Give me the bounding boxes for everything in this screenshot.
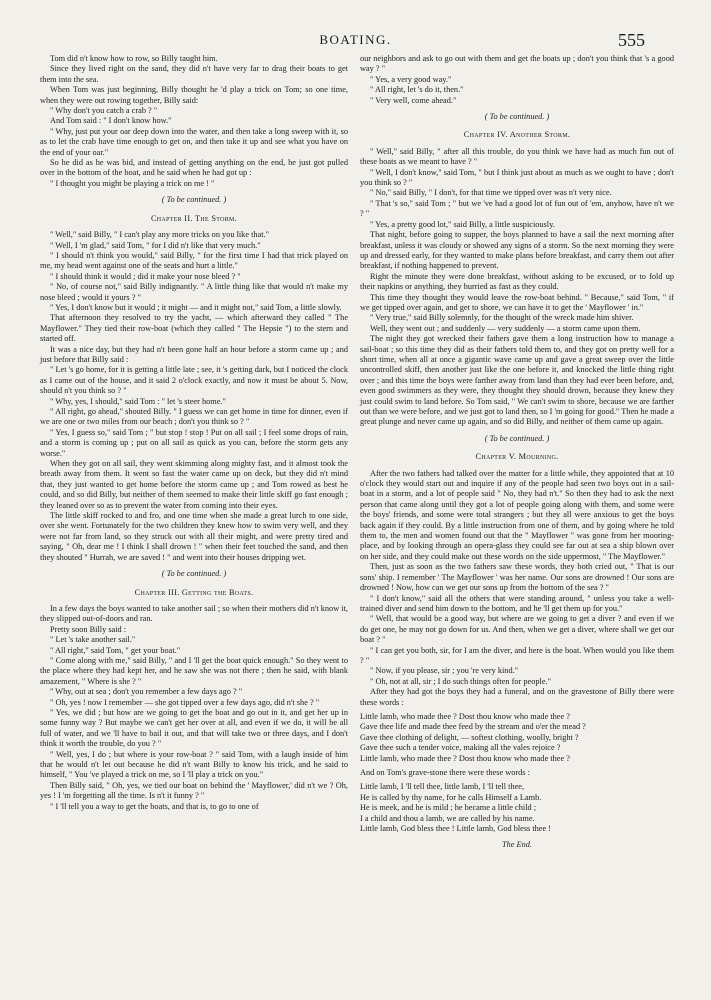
to-be-continued: ( To be continued. ) xyxy=(484,433,550,443)
gravestone-verse-billy xyxy=(360,712,674,764)
paragraph: " Well, I don't know," said Tom, " but I think just about as much as we ought to have ; don't you think so ? " xyxy=(360,167,674,188)
paragraph: " Let 's take another sail." xyxy=(50,635,136,645)
paragraph: " I can get you both, sir, for I am the diver, and here is the boat. When would you like them ? " xyxy=(360,645,674,665)
paragraph: " Very well, come ahead." xyxy=(370,95,457,105)
paragraph: Then Billy said, " Oh, yes, we tied our boat on behind the ' Mayflower,' did n't we ? Oh, yes ! I 'm forgetting all the time. Is n't it funny ? " xyxy=(40,780,348,801)
paragraph: " I don't know," said all the others that were standing around, " unless you take a well-trained diver and send him down to the bottom, and he 'll get them up for you." xyxy=(360,593,674,613)
paragraph: " Well," said Billy, " after all this trouble, do you think we have had as much fun out of these boats as we meant to have ? " xyxy=(360,146,674,167)
paragraph: This time they thought they would leave the row-boat behind. " Because," said Tom, " if we get tipped over again, and get to shore, we can have it to get the ' Mayflower ' in." xyxy=(360,292,674,312)
paragraph: Well, they went out ; and suddenly — very suddenly — a storm came upon them. xyxy=(370,323,641,333)
paragraph: our neighbors and ask to go out with them and get the boats up ; don't you think that 's a good way ? " xyxy=(360,54,674,74)
paragraph: " Why, just put your oar deep down into the water, and then take a long sweep with it, so as to let the crab have time enough to get on, and then take it up and see what you have on the end of your oar." xyxy=(40,126,348,157)
paragraph: " No," said Billy, " I don't, for that time we tipped over was n't very nice. xyxy=(370,188,612,198)
running-header: BOATING. xyxy=(319,32,392,47)
the-end: The End. xyxy=(502,840,532,850)
verse-intro: And on Tom's grave-stone there were these words : xyxy=(360,768,530,777)
paragraph: " That 's so," said Tom ; " but we 've had a good lot of fun out of 'em, anyhow, have n't we ? " xyxy=(360,198,674,219)
chapter-heading: Chapter III. Getting the Boats. xyxy=(134,587,254,597)
verse-line: He is called by thy name, for he calls Himself a Lamb. xyxy=(360,792,542,802)
verse-line: I a child and thou a lamb, we are called by his name. xyxy=(360,813,535,823)
paragraph: Tom did n't know how to row, so Billy taught him. xyxy=(50,54,218,63)
verse-line: He is meek, and he is mild ; he became a little child ; xyxy=(360,803,537,813)
paragraph: " Yes, I don't know but it would ; it might — and it might not," said Tom, a little slowly. xyxy=(50,302,342,312)
gravestone-verse-tom xyxy=(360,782,674,834)
paragraph: The night they got wrecked their fathers gave them a long instruction how to manage a sail-boat ; so this time they did as their fathers told them to, and they got on pretty well for a short time, when all at once a gigantic wave came up and gave a great sweep over the little uncontrolled skiff, then another just like the one before it, and knocked the little thing right over ; and this time the boys were farther away from land than they had ever been before, and, even good swimmers as they were, they thought they should drown, because they knew they just could swim to land before. So Tom said, " We can't swim to shore, because we are farther out than we were before, and we just got to land then, so I 'm going for good." Then he made a great plunge and never came up again, and so did Billy, and neither of them came up again. xyxy=(360,334,674,427)
paragraph: Right the minute they were done breakfast, without asking to be excused, or to fold up their napkins or anything, they hurried as fast as they could. xyxy=(360,271,674,292)
chapter-heading: Chapter II. The Storm. xyxy=(150,213,238,223)
verse-line: Little lamb, I 'll tell thee, little lamb, I 'll tell thee, xyxy=(360,782,525,792)
paragraph: That night, before going to supper, the boys planned to have a sail the next morning after breakfast, unless it was cloudy or showed any signs of a storm. So the next morning they were up and dressed early, for they wanted to make plans before breakfast, and carry them out after breakfast, if nothing happened to prevent. xyxy=(360,230,674,271)
left-paragraphs-a xyxy=(40,54,348,189)
paragraph: " Yes, a pretty good lot," said Billy, a little suspiciously. xyxy=(370,219,555,229)
paragraph: " Well," said Billy, " I can't play any more tricks on you like that." xyxy=(50,230,269,240)
paragraph: " Well, yes, I do ; but where is your row-boat ? " said Tom, with a laugh inside of him that he would n't let out because he did n't want Billy to know his trick, and he said to himself, " You 've played a trick on me, so I 'll play a trick on you." xyxy=(40,749,348,780)
paragraph: " No, of course not," said Billy indignantly. " A little thing like that would n't make my nose bleed ; would it yours ? " xyxy=(40,282,348,302)
paragraph: That afternoon they resolved to try the yacht, — which afterward they called " The Mayflower." They tied their row-boat (which they called " The Hepsie ") to the stern and started off. xyxy=(40,313,348,344)
paragraph: After they had got the boys they had a funeral, and on the gravestone of Billy there were these words : xyxy=(360,687,674,707)
right-paragraphs-c xyxy=(360,469,674,708)
verse-line: Gave thee life and made thee feed by the stream and o'er the mead ? xyxy=(360,722,586,732)
chapter-heading: Chapter IV. Another Storm. xyxy=(463,130,571,140)
paragraph: " Yes, we did ; but how are we going to get the boat and go out in it, and get her up in some funny way ? But maybe we can't get her over at all, and even if we do, it will be all full of water, and we 'll have to bail it out, and that will take two or three days, and I don't think it worth the trouble, do you ? " xyxy=(40,707,348,749)
verse-line: Little lamb, who made thee ? Dost thou know who made thee ? xyxy=(360,711,570,721)
paragraph: " Yes, a very good way." xyxy=(370,74,452,84)
paragraph: Since they lived right on the sand, they did n't have very far to drag their boats to get them into the sea. xyxy=(40,64,348,84)
paragraph: " Yes, I guess so," said Tom ; " but stop ! stop ! Put on all sail ; I feel some drops of rain, and a storm is coming up ; put on all sail as quick as you can, before the storm gets any worse." xyxy=(40,427,348,458)
paragraph: " Oh, not at all, sir ; I do such things often for people." xyxy=(370,676,551,686)
verse-line: Little lamb, God bless thee ! Little lamb, God bless thee ! xyxy=(360,824,552,834)
paragraph: " Very true," said Billy solemnly, for the thought of the wreck made him shiver. xyxy=(370,313,634,323)
paragraph: In a few days the boys wanted to take another sail ; so when their mothers did n't know it, they slipped out-of-doors and ran. xyxy=(40,603,348,624)
paragraph: " Why don't you catch a crab ? " xyxy=(50,106,158,116)
left-paragraphs-b xyxy=(40,230,348,563)
paragraph: " Come along with me," said Billy, " and I 'll get the boat quick enough." So they went to the place where they had kept her, and he saw she was not there ; then he said, with blank amazement, " Where is she ? " xyxy=(40,655,348,686)
paragraph: So he did as he was bid, and instead of getting anything on the end, he just got pulled over in the bottom of the boat, and he said when he had got up : xyxy=(40,158,348,178)
paragraph: It was a nice day, but they had n't been gone half an hour before a storm came up ; and just before that Billy said : xyxy=(40,344,348,364)
paragraph: Then, just as soon as the two fathers saw these words, they both cried out, " That is our sons' ship. I remember ' The Mayflower ' was her name. Our sons are drowned ! Our sons are drowned ! Now, how can we get our sons up from the bottom of the sea ? " xyxy=(360,562,674,593)
paragraph: " Let 's go home, for it is getting a little late ; see, it 's getting dark, but I noticed the clock as I came out of the house, and it said 2 o'clock exactly, and now it must be about 5. Now, should n't you think so ? " xyxy=(40,365,348,396)
paragraph: " I thought you might be playing a trick on me ! " xyxy=(50,178,215,188)
paragraph: " Oh, yes ! now I remember — she got tipped over a few days ago, did n't she ? " xyxy=(50,697,320,707)
paragraph: After the two fathers had talked over the matter for a little while, they appointed that at 10 o'clock they would start out and inquire if any of the people had seen two boys out in a sail-boat in a storm, and a lot of people said " No, they had n't." So then they had to ask the next person that came along until they got a lot of people going along with them, and some were the boys' friends, and some were total strangers ; but they all were anxious to get the boys back again if they could. By a little instruction from one of them, and by going where he told them to, the men and women found out that the " Mayflower " was gone from her mooring-place, and by looking through an opera-glass they could see far out at sea a ship blown over on her side, and they could make out these words on the side uppermost, " The Mayflower." xyxy=(360,468,674,561)
to-be-continued: ( To be continued. ) xyxy=(484,112,550,122)
paragraph: " I should n't think you would," said Billy, " for the first time I had that trick played on me, my head went against one of the seats and hurt a little." xyxy=(40,250,348,271)
paragraph: " All right, go ahead," shouted Billy. " I guess we can get home in time for dinner, even if we are one or two miles from our beach ; don't you think so ? " xyxy=(40,407,348,427)
paragraph: " Well, that would be a good way, but where are we going to get a diver ? and even if we do get one, he may not go down for us. And then, when we get a diver, where shall we get our boat ? " xyxy=(360,614,674,645)
paragraph: " Why, out at sea ; don't you remember a few days ago ? " xyxy=(50,687,243,697)
right-column xyxy=(360,54,674,851)
paragraph: Pretty soon Billy said : xyxy=(50,624,127,634)
to-be-continued: ( To be continued. ) xyxy=(161,569,227,579)
page-number: 555 xyxy=(618,30,645,50)
left-column xyxy=(40,54,348,812)
paragraph: " I should think it would ; did it make your nose bleed ? " xyxy=(50,271,241,281)
paragraph: When they got on all sail, they went skimming along mighty fast, and it almost took the breath away from them. It went so fast the water came up on deck, but they did n't mind that, they just wanted to get home before the storm came up ; and Tom rowed as best he could, and so did Billy, but neither of them seemed to make their little skiff go fast enough ; they leaned over so as to prevent the water from coming into their eyes. xyxy=(40,459,348,510)
paragraph: " All right, let 's do it, then." xyxy=(370,85,464,95)
right-paragraphs-b xyxy=(360,147,674,428)
paragraph: And Tom said : " I don't know how." xyxy=(50,116,172,126)
paragraph: " Now, if you please, sir ; you 're very kind." xyxy=(370,666,519,676)
to-be-continued: ( To be continued. ) xyxy=(161,195,227,205)
paragraph: When Tom was just beginning, Billy thought he 'd play a trick on Tom; so one time, when they were out rowing together, Billy said: xyxy=(40,85,348,105)
paragraph: " Well, I 'm glad," said Tom, " for I did n't like that very much." xyxy=(50,240,261,250)
verse-line: Gave thee such a tender voice, making all the vales rejoice ? xyxy=(360,743,561,753)
right-paragraphs-a xyxy=(360,54,674,106)
chapter-heading: Chapter V. Mourning. xyxy=(475,452,559,462)
verse-line: Gave thee clothing of delight, — softest clothing, woolly, bright ? xyxy=(360,732,579,742)
paragraph: " I 'll tell you a way to get the boats, and that is, to go to one of xyxy=(50,801,259,811)
verse-line: Little lamb, who made thee ? Dost thou know who made thee ? xyxy=(360,753,570,763)
left-paragraphs-c xyxy=(40,604,348,812)
paragraph: " All right," said Tom, " get your boat." xyxy=(50,645,181,655)
paragraph: The little skiff rocked to and fro, and one time when she made a great lurch to one side, over she went. Fortunately for the two children they knew how to swim very well, and they were not far from land, so they struck out with all their might, and were pretty tired and saying, " Oh, dear me ! I think I shall drown ! " when their feet touched the sand, and then they shouted " Hurrah, we are saved ! " and went into their houses dripping wet. xyxy=(40,511,348,562)
paragraph: " Why, yes, I should," said Tom : " let 's steer home." xyxy=(50,396,226,406)
